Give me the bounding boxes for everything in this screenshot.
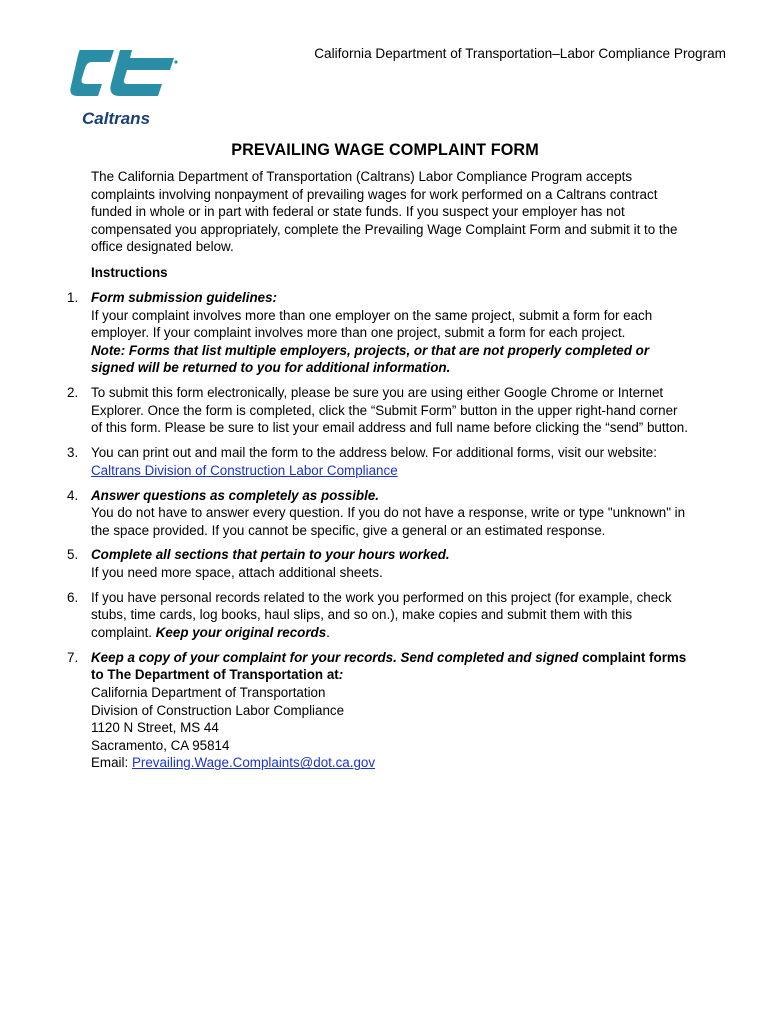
item-body: To submit this form electronically, please be sure you are using either Google Chrome or Internet Explorer. Once the form is completed, click the “Submit Form” button in the upper right-hand corner of this form. Please be sure to list your email address and full name before clicking the “send” button. [91, 385, 688, 436]
item-body: You can print out and mail the form to the address below. For additional forms, visit our website: [91, 445, 657, 461]
email-label: Email: [91, 755, 129, 771]
instructions-heading: Instructions [91, 265, 168, 280]
caltrans-logo [70, 42, 182, 130]
instruction-item-2 [0, 384, 691, 437]
item-heading: Form submission guidelines: [91, 290, 278, 305]
item-heading: Answer questions as completely as possible. [91, 487, 379, 503]
instruction-item-1 [0, 289, 691, 377]
item-emphasis: Keep your original records [155, 625, 327, 641]
caltrans-logo-mark [70, 42, 182, 130]
item-heading: Keep a copy of your complaint for your records. Send completed and signed [91, 649, 579, 665]
item-number: 7. [67, 649, 79, 665]
header-organization: California Department of Transportation–Labor Compliance Program [314, 46, 726, 61]
address-line-2: Division of Construction Labor Compliance [91, 702, 345, 718]
item-end: . [326, 625, 330, 641]
item-number: 6. [67, 589, 79, 605]
address-line-1: California Department of Transportation [91, 685, 326, 700]
address-line-4: Sacramento, CA 95814 [91, 737, 230, 753]
item-number: 4. [67, 487, 79, 503]
labor-compliance-link[interactable]: Caltrans Division of Construction Labor Compliance [91, 462, 398, 478]
item-number: 2. [67, 385, 79, 401]
item-body: If you need more space, attach additional sheets. [91, 565, 383, 581]
intro-paragraph: The California Department of Transportation (Caltrans) Labor Compliance Program accepts complaints involving nonpayment of prevailing wages for work performed on a Caltrans contract funded in whole or in part with federal or state funds. If you suspect your employer has not compensated you appropriately, complete the Prevailing Wage Complaint Form and submit it to the office designated below. [91, 169, 678, 255]
email-link[interactable]: Prevailing.Wage.Complaints@dot.ca.gov [131, 755, 376, 771]
item-body: If you have personal records related to the work you performed on this project (for example, check stubs, time cards, log books, haul slips, and so on.), make copies and submit them with this complaint. [91, 589, 672, 641]
instruction-item-5 [0, 546, 691, 581]
instruction-item-7 [0, 649, 691, 772]
instruction-item-4 [0, 487, 691, 540]
item-heading: Complete all sections that pertain to your hours worked. [91, 547, 450, 563]
page-title: PREVAILING WAGE COMPLAINT FORM [231, 141, 539, 159]
item-body: You do not have to answer every question. If you do not have a response, write or type "unknown" in the space provided. If you cannot be specific, give a general or an estimated response. [91, 505, 686, 538]
instructions-list [0, 289, 770, 779]
caltrans-wordmark: Caltrans [82, 109, 151, 128]
item-heading-colon: : [338, 667, 344, 683]
instruction-item-6 [0, 589, 691, 642]
item-body: If your complaint involves more than one employer on the same project, submit a form for each employer. If your complaint involves more than one project, submit a form for each project. [91, 307, 653, 341]
item-number: 3. [67, 445, 79, 461]
item-number: 1. [67, 290, 79, 305]
item-heading-cont: complaint forms to The Department of Transportation at [91, 649, 687, 683]
item-note: Note: Forms that list multiple employers, projects, or that are not properly completed or signed will be returned to you for additional information. [91, 342, 650, 376]
item-number: 5. [67, 547, 79, 563]
address-line-3: 1120 N Street, MS 44 [91, 720, 219, 736]
instruction-item-3 [0, 444, 691, 479]
